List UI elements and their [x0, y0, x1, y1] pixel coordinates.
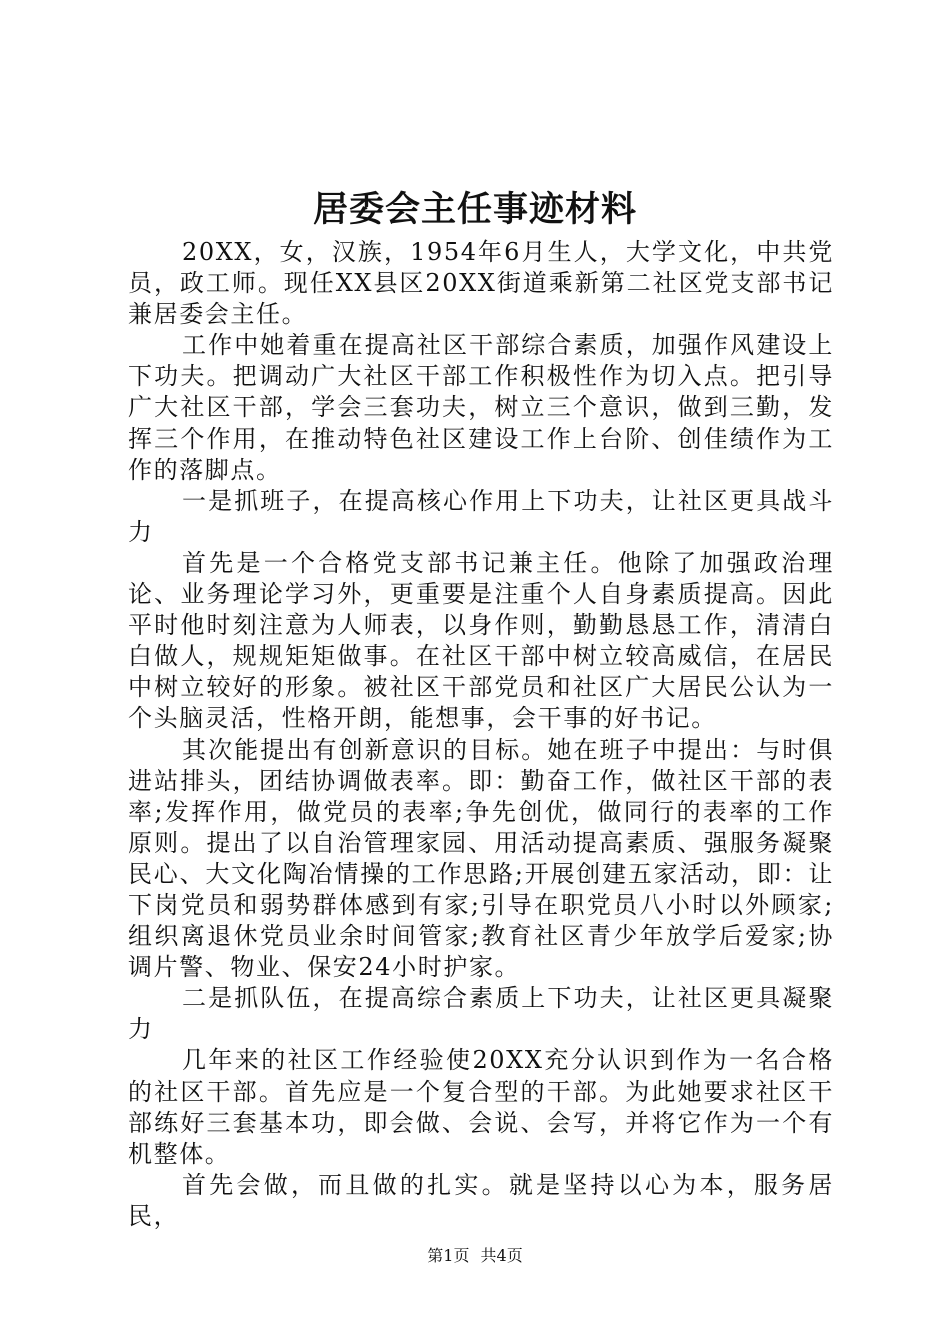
paragraph: 其次能提出有创新意识的目标。她在班子中提出：与时俱进站排头，团结协调做表率。即：勤奋工作，做社区干部的表率;发挥作用，做党员的表率;争先创优，做同行的表率的工作原则。提出了以自治管理家园、用活动提高素质、强服务凝聚民心、大文化陶冶情操的工作思路;开展创建五家活动，即：让下岗党员和弱势群体感到有家;引导在职党员八小时以外顾家;组织离退休党员业余时间管家;教育社区青少年放学后爱家;协调片警、物业、保安24小时护家。	[128, 735, 834, 982]
page-number: 第1页	[427, 1246, 470, 1265]
page-total: 共4页	[480, 1246, 523, 1265]
paragraph: 几年来的社区工作经验使20XX充分认识到作为一名合格的社区干部。首先应是一个复合型的干部。为此她要求社区干部练好三套基本功，即会做、会说、会写，并将它作为一个有机整体。	[128, 1046, 834, 1168]
paragraph: 20XX，女，汉族，1954年6月生人，大学文化，中共党员，政工师。现任XX县区20XX街道乘新第二社区党支部书记兼居委会主任。	[128, 238, 834, 329]
paragraph: 首先是一个合格党支部书记兼主任。他除了加强政治理论、业务理论学习外，更重要是注重个人自身素质提高。因此平时他时刻注意为人师表，以身作则，勤勤恳恳工作，清清白白做人，规规矩矩做事。在社区干部中树立较高威信，在居民中树立较好的形象。被社区干部党员和社区广大居民公认为一个头脑灵活，性格开朗，能想事，会干事的好书记。	[128, 548, 834, 733]
paragraph: 工作中她着重在提高社区干部综合素质，加强作风建设上下功夫。把调动广大社区干部工作积极性作为切入点。把引导广大社区干部，学会三套功夫，树立三个意识，做到三勤，发挥三个作用，在推动特色社区建设工作上台阶、创佳绩作为工作的落脚点。	[128, 331, 834, 484]
page-footer	[0, 1246, 950, 1266]
document-title: 居委会主任事迹材料	[312, 189, 637, 230]
paragraph: 首先会做，而且做的扎实。就是坚持以心为本，服务居民，	[128, 1170, 834, 1230]
section-heading-paragraph: 一是抓班子，在提高核心作用上下功夫，让社区更具战斗力	[128, 486, 834, 546]
section-heading-paragraph: 二是抓队伍，在提高综合素质上下功夫，让社区更具凝聚力	[128, 984, 834, 1044]
document-body	[128, 237, 834, 1232]
